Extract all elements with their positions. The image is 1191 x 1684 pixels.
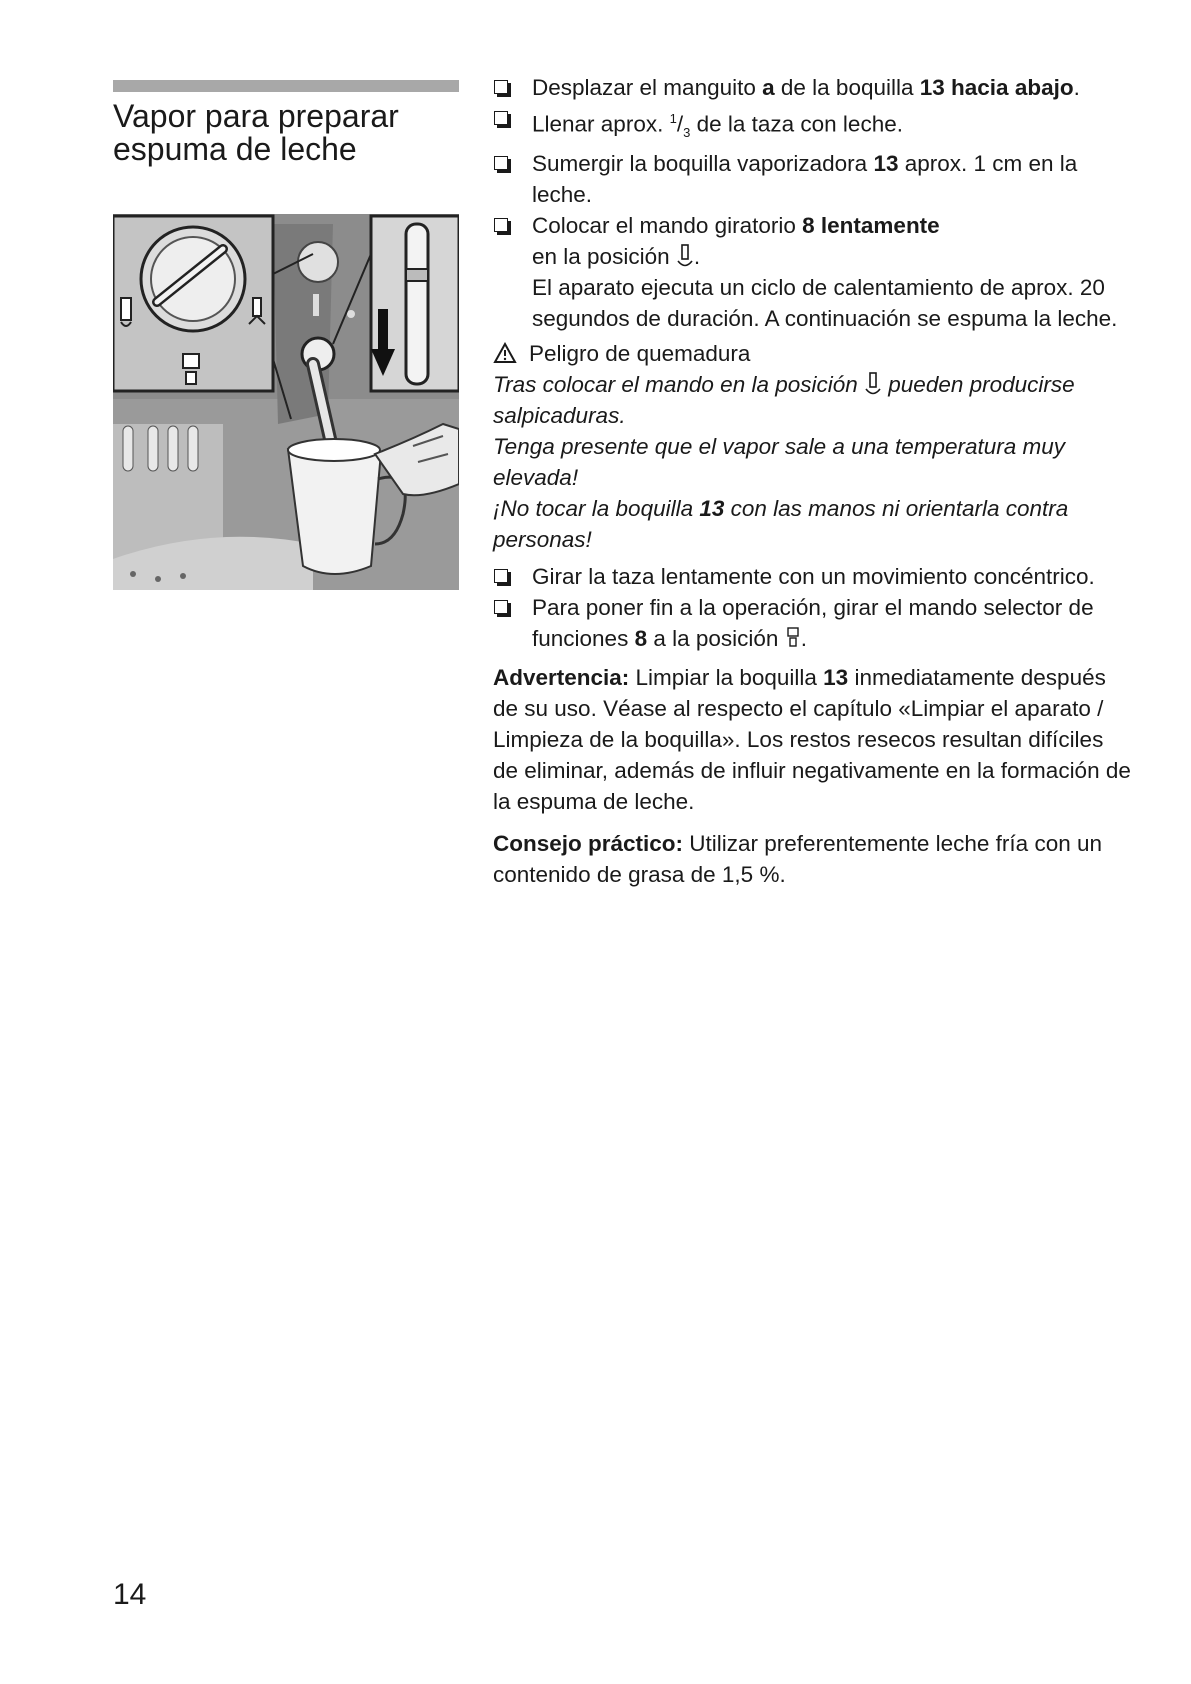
practical-tip: Consejo práctico: Utilizar preferentemente leche fría con un contenido de grasa de 1,5 %.: [493, 831, 1102, 887]
list-item: Llenar aprox. $^1/_3$ de la taza con leche.: [493, 103, 1133, 148]
checkbox-bullet-icon: [494, 600, 508, 614]
list-item: Para poner fin a la operación, girar el mando selector de funciones 8 a la posición .: [493, 592, 1133, 654]
steam-nozzle-illustration: [113, 214, 459, 590]
off-position-icon: [785, 626, 801, 650]
page-number: 14: [113, 1578, 147, 1611]
section-rule: [113, 80, 459, 92]
list-item: Colocar el mando giratorio 8 lentamente en la posición . El aparato ejecuta un ciclo de calentamiento de aprox. 20 segundos de duración. A continuación se espuma la leche.: [493, 210, 1133, 334]
checkbox-bullet-icon: [494, 569, 508, 583]
checkbox-bullet-icon: [494, 156, 508, 170]
advertencia-note: Advertencia: Limpiar la boquilla 13 inmediatamente después de su uso. Véase al respecto el capítulo «Limpiar el aparato / Limpieza de la boquilla». Los restos resecos resultan difíciles de eliminar, además de influir negativamente en la formación de la espuma de leche.: [493, 665, 1131, 814]
warning-heading: Peligro de quemadura: [493, 338, 1133, 369]
checkbox-bullet-icon: [494, 80, 508, 94]
warning-text-3: ¡No tocar la boquilla 13 con las manos ni orientarla contra personas!: [493, 496, 1069, 552]
list-item: Girar la taza lentamente con un movimiento concéntrico.: [493, 561, 1133, 592]
section-title: Vapor para preparar espuma de leche: [113, 98, 399, 167]
list-item: Desplazar el manguito a de la boquilla 13 hacia abajo.: [493, 72, 1133, 103]
warning-text-2: Tenga presente que el vapor sale a una temperatura muy elevada!: [493, 434, 1066, 490]
warning-triangle-icon: [493, 342, 517, 364]
warning-text-1: Tras colocar el mando en la posición pueden producirse salpicaduras.: [493, 372, 1075, 428]
steam-position-icon: [864, 372, 882, 396]
checkbox-bullet-icon: [494, 218, 508, 232]
steam-position-icon: [676, 244, 694, 268]
list-item: Sumergir la boquilla vaporizadora 13 aprox. 1 cm en la leche.: [493, 148, 1133, 210]
instructions-column: [493, 72, 1133, 890]
checkbox-bullet-icon: [494, 111, 508, 125]
